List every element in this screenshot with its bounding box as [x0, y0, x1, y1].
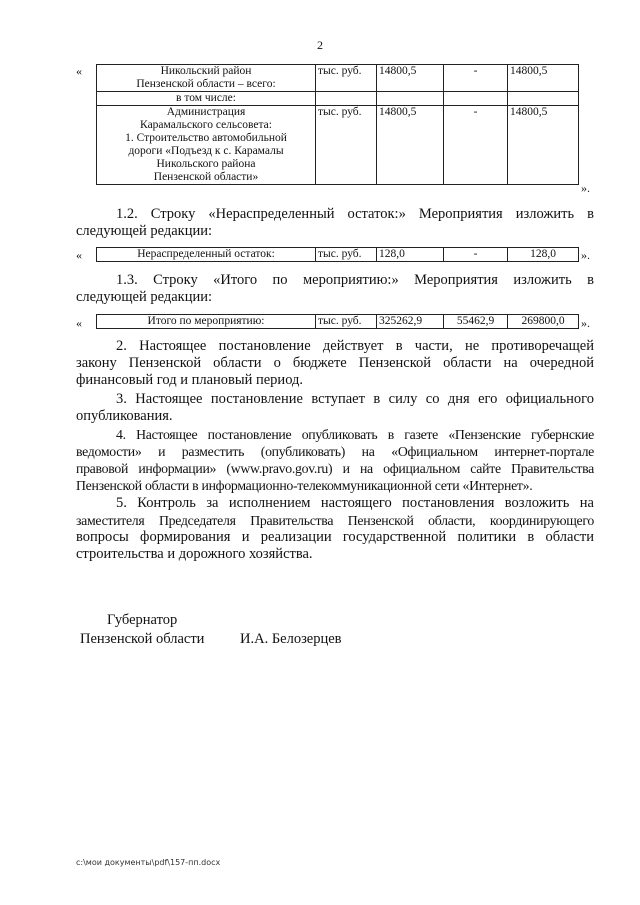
close-quote-1: ».: [581, 181, 590, 195]
col2-cell: 55462,9: [444, 315, 508, 329]
table-row: [97, 248, 579, 262]
para-3-line1: 3. Настоящее постановление вступает в силу со дня его официального: [116, 391, 594, 407]
cell-line: Никольский район: [160, 65, 252, 77]
cell-line: Пензенской области»: [153, 171, 259, 183]
open-quote-3: «: [76, 316, 82, 330]
para-5-line1: 5. Контроль за исполнением настоящего постановления возложить на: [116, 495, 594, 511]
row-name-cell: [97, 65, 316, 92]
col3-cell: 128,0: [508, 248, 579, 262]
table-nikolsky: [96, 64, 579, 185]
signature-title-line1: Губернатор: [107, 612, 178, 628]
para-5-line3: вопросы формирования и реализации государственной политики в области: [76, 529, 594, 545]
para-4-line1: 4. Настоящее постановление опубликовать в газете «Пензенские губернские: [116, 427, 594, 442]
row-name-cell: Нераспределенный остаток:: [97, 248, 316, 262]
col3-cell: 269800,0: [508, 315, 579, 329]
row-name-cell: [97, 106, 316, 185]
open-quote-2: «: [76, 248, 82, 262]
unit-cell: тыс. руб.: [316, 315, 377, 329]
footer-file-path: c:\мои документы\pdf\157-пп.docx: [76, 858, 221, 867]
col2-cell: -: [444, 248, 508, 262]
para-4-line2: ведомости» и разместить (опубликовать) на «Официальном интернет-портале: [76, 444, 594, 459]
signature-name: И.А. Белозерцев: [240, 631, 342, 647]
col2-cell: -: [444, 65, 508, 92]
col2-cell: [444, 92, 508, 106]
para-5-line2: заместителя Председателя Правительства Пензенской области, координирующего: [76, 513, 594, 528]
para-2-line1: 2. Настоящее постановление действует в части, не противоречащей: [116, 338, 594, 354]
open-quote-1: «: [76, 64, 82, 78]
close-quote-3: ».: [581, 316, 590, 330]
cell-line: Администрация: [166, 106, 246, 118]
table-row: [97, 315, 579, 329]
page-number: 2: [317, 38, 323, 52]
col2-cell: -: [444, 106, 508, 185]
para-1-3-line2: следующей редакции:: [76, 289, 213, 305]
unit-cell: тыс. руб.: [316, 65, 377, 92]
para-2-line2: закону Пензенской области о бюджете Пензенской области на очередной: [76, 355, 594, 371]
unit-cell: [316, 92, 377, 106]
table-row: [97, 65, 579, 92]
para-5-line4: строительства и дорожного хозяйства.: [76, 546, 313, 562]
row-name-cell: Итого по мероприятию:: [97, 315, 316, 329]
table-unallocated: [96, 247, 579, 262]
table-row: [97, 92, 579, 106]
unit-cell: тыс. руб.: [316, 106, 377, 185]
signature-title-line2: Пензенской области: [80, 631, 205, 647]
cell-line: Пензенской области – всего:: [136, 78, 276, 90]
total-cell: [377, 92, 444, 106]
total-cell: 14800,5: [377, 106, 444, 185]
cell-line: 1. Строительство автомобильной: [125, 132, 287, 144]
col3-cell: [508, 92, 579, 106]
row-name-cell: [97, 92, 316, 106]
cell-line: в том числе:: [176, 92, 236, 104]
para-1-3-line1: 1.3. Строку «Итого по мероприятию:» Мероприятия изложить в: [116, 272, 594, 288]
para-1-2-line2: следующей редакции:: [76, 223, 213, 239]
total-cell: 14800,5: [377, 65, 444, 92]
table-row: [97, 106, 579, 185]
cell-line: Карамальского сельсовета:: [140, 119, 272, 131]
para-4-line3: правовой информации» (www.pravo.gov.ru) и на официальном сайте Правительства: [76, 461, 594, 476]
cell-line: Никольского района: [156, 158, 256, 170]
para-1-2-line1: 1.2. Строку «Нераспределенный остаток:» Мероприятия изложить в: [116, 206, 594, 222]
col3-cell: 14800,5: [508, 65, 579, 92]
close-quote-2: ».: [581, 248, 590, 262]
table-total: [96, 314, 579, 329]
cell-line: дороги «Подъезд к с. Карамалы: [128, 145, 284, 157]
col3-cell: 14800,5: [508, 106, 579, 185]
para-4-line4: Пензенской области в информационно-телекоммуникационной сети «Интернет».: [76, 478, 533, 493]
unit-cell: тыс. руб.: [316, 248, 377, 262]
para-3-line2: опубликования.: [76, 408, 173, 424]
para-2-line3: финансовый год и плановый период.: [76, 372, 304, 388]
total-cell: 128,0: [377, 248, 444, 262]
total-cell: 325262,9: [377, 315, 444, 329]
